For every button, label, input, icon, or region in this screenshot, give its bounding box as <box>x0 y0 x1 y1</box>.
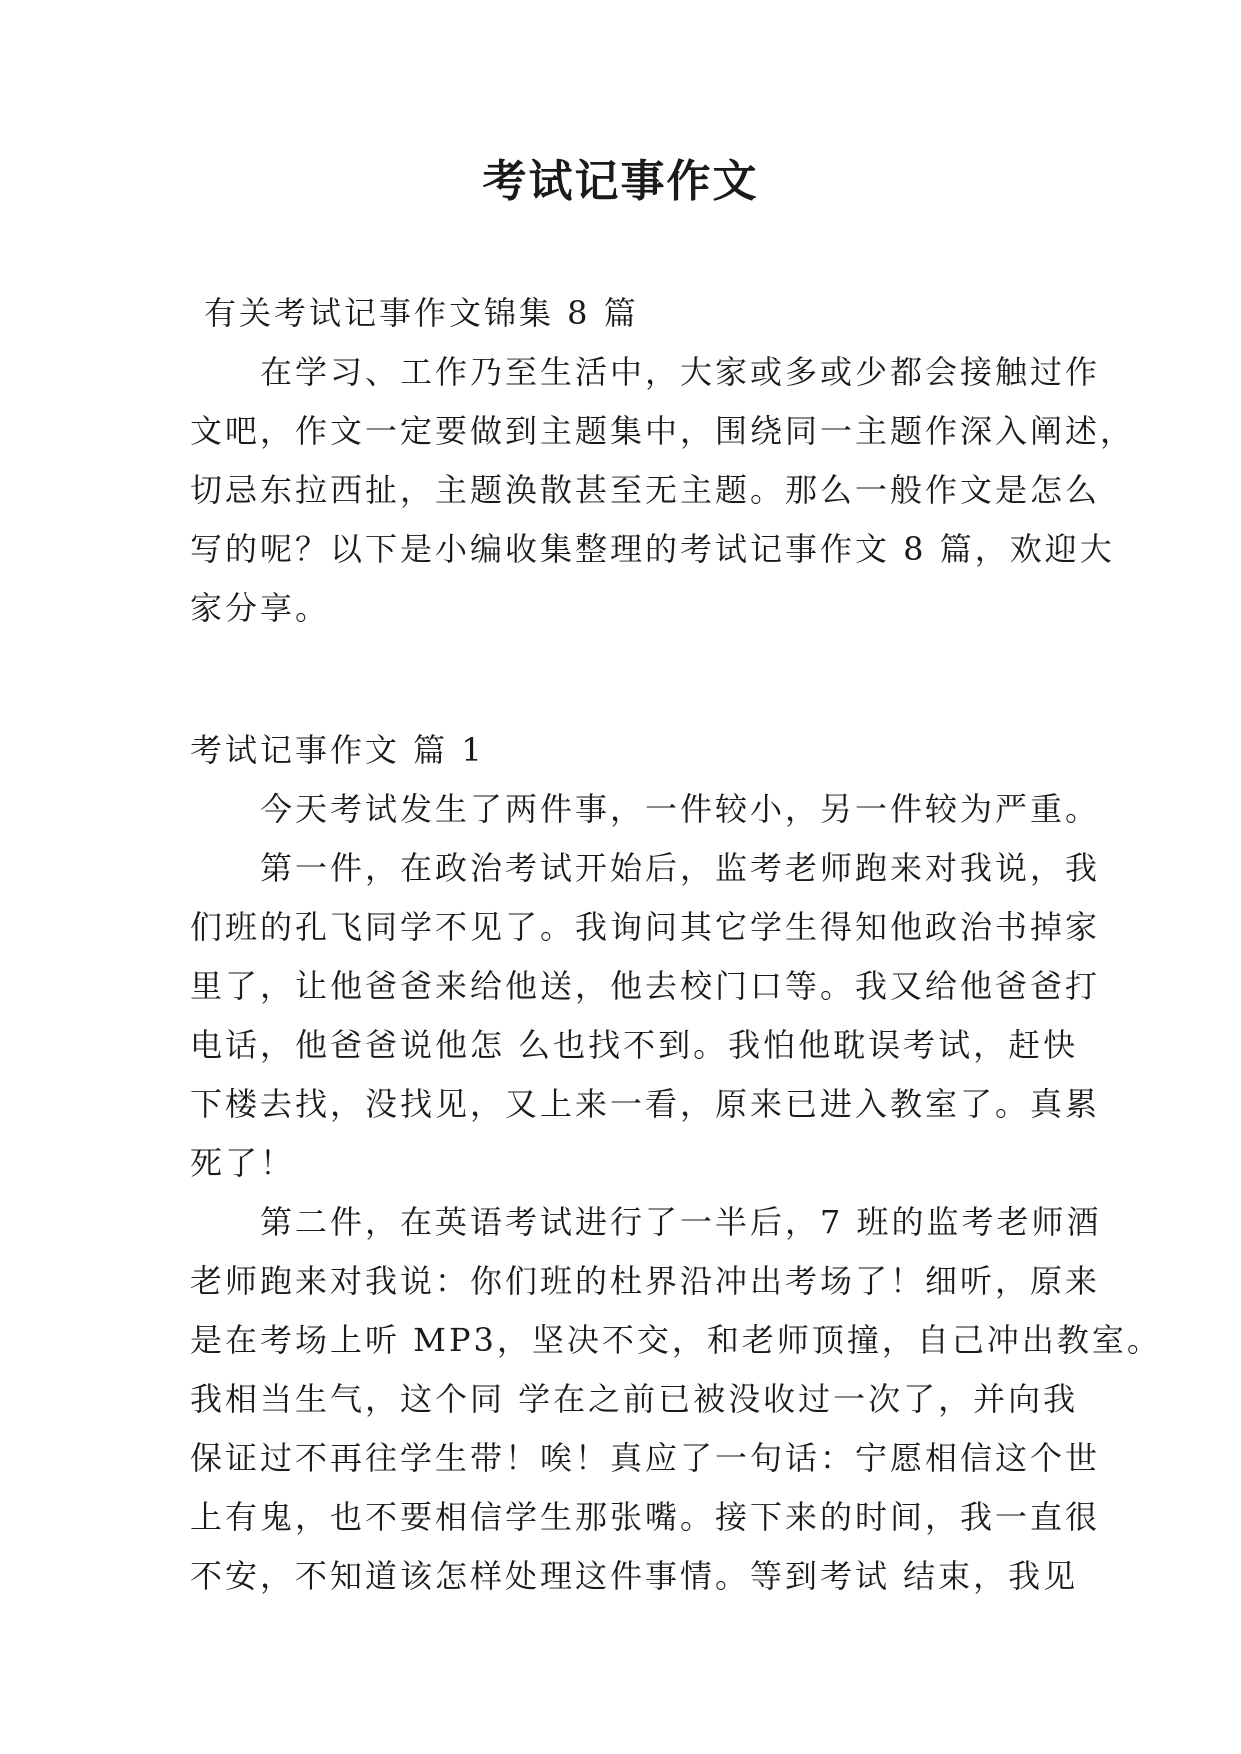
text-line: 死了！ <box>190 1144 296 1182</box>
text-line: 第一件，在政治考试开始后，监考老师跑来对我说，我 <box>190 849 1101 887</box>
document-body <box>190 284 1162 1606</box>
section-heading: 考试记事作文 篇 1 <box>190 731 485 769</box>
text-line: 们班的孔飞同学不见了。我询问其它学生得知他政治书掉家 <box>190 908 1101 946</box>
section-body <box>190 780 1162 1606</box>
text-line: 下楼去找，没找见，又上来一看，原来已进入教室了。真累 <box>190 1085 1101 1123</box>
text-line: 我相当生气，这个同 学在之前已被没收过一次了，并向我 <box>190 1380 1079 1418</box>
text-line: 今天考试发生了两件事，一件较小，另一件较为严重。 <box>190 790 1101 828</box>
text-line: 里了，让他爸爸来给他送，他去校门口等。我又给他爸爸打 <box>190 967 1101 1005</box>
text-line: 切忌东拉西扯，主题涣散甚至无主题。那么一般作文是怎么 <box>190 471 1101 509</box>
document-subtitle: 有关考试记事作文锦集 8 篇 <box>204 294 639 332</box>
intro-paragraph <box>190 343 1136 638</box>
text-line: 第二件，在英语考试进行了一半后，7 班的监考老师酒 <box>190 1203 1102 1241</box>
document-title: 考试记事作文 <box>482 156 759 207</box>
text-line: 文吧，作文一定要做到主题集中，围绕同一主题作深入阐述， <box>190 412 1136 450</box>
text-line: 在学习、工作乃至生活中，大家或多或少都会接触过作 <box>190 353 1101 391</box>
text-line: 上有鬼，也不要相信学生那张嘴。接下来的时间，我一直很 <box>190 1498 1101 1536</box>
section-spacer <box>190 638 1058 721</box>
text-line: 老师跑来对我说：你们班的杜界沿冲出考场了！细听，原来 <box>190 1262 1101 1300</box>
text-line: 不安，不知道该怎样处理这件事情。等到考试 结束，我见 <box>190 1557 1079 1595</box>
text-line: 家分享。 <box>190 589 331 627</box>
text-line: 电话，他爸爸说他怎 么也找不到。我怕他耽误考试，赶快 <box>190 1026 1079 1064</box>
text-line: 写的呢？以下是小编收集整理的考试记事作文 8 篇，欢迎大 <box>190 530 1115 568</box>
text-line: 保证过不再往学生带！唉！真应了一句话：宁愿相信这个世 <box>190 1439 1101 1477</box>
text-line: 是在考场上听 MP3，坚决不交，和老师顶撞，自己冲出教室。 <box>190 1321 1162 1359</box>
